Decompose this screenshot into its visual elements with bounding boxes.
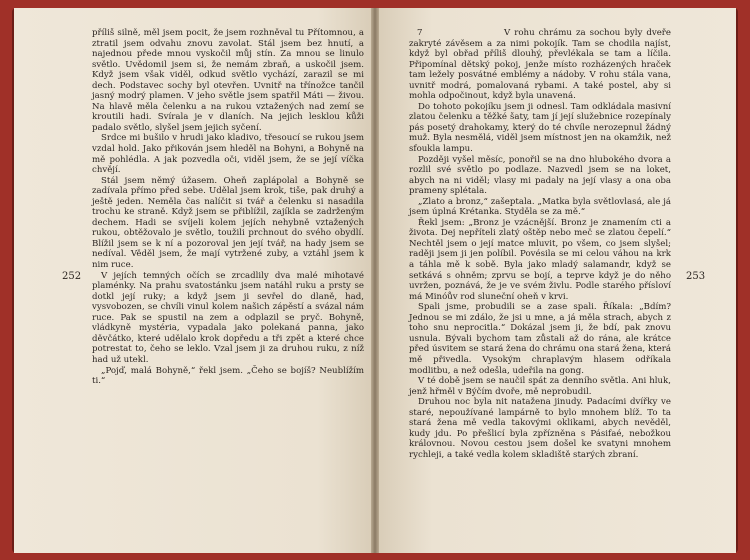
paragraph: Stál jsem němý úžasem. Oheň zaplápolal a Bohyně se zadívala přímo před sebe. Udělal jsem krok, tiše, pak druhý a ještě jeden. Neměla čas nalíčit si tvář a čelenku si nasadila trochu ke straně. Když jsem se přiblížil, zajíkla se zadrženým dechem. Hadi se svíjeli kolem jejích nehybně vztažených rukou, obtěžovalo je světlo, toužili prchnout do svého obydlí. Blížil jsem se k ní a pozoroval jen její tvář, na hady jsem se nedíval. Věděl jsem, že mají vytržené zuby, a vztáhl jsem k nim ruce. <box>92 175 364 271</box>
chapter-number: 7 <box>417 28 423 38</box>
page-number-right: 253 <box>686 271 706 282</box>
paragraph: Později vyšel měsíc, ponořil se na dno hlubokého dvora a rozlil své světlo po podlaze. Nazvedl jsem se na loket, abych na ni viděl; vlasy mi padaly na její vlasy a ona oba prameny splétala. <box>409 154 671 197</box>
paragraph: V rohu chrámu za sochou byly dveře zakryté závěsem a za nimi pokojík. Tam se chodila najíst, když byl obřad příliš dlouhý, převlékala se tam a líčila. Připomínal dětský pokoj, jenže místo rozházených hraček tam ležely posvátné emblémy a nádoby. V rohu stála vana, uvnitř modrá, pomalovaná rybami. A také postel, aby si mohla odpočinout, když byla unavená. <box>409 28 671 102</box>
left-page-text <box>92 28 364 387</box>
paragraph: Řekl jsem: „Bronz je vzácnější. Bronz je znamením cti a života. Dej nepříteli zlatý oštěp nebo meč se zlatou čepelí.“ Nechtěl jsem o její matce mluvit, po všem, co jsem slyšel; raději jsem ji jen políbil. Povésila se mi celou váhou na krk a táhla mě k sobě. Byla jako mladý salamandr, když se setkává s ohněm; zprvu se bojí, a teprve když je do něho uvržen, poznává, že je ve svém živlu. Podle starého přísloví má Minóův rod slunеční oheň v krvi. <box>409 217 671 302</box>
page-number-left: 252 <box>62 271 82 282</box>
paragraph: Spali jsme, probudili se a zase spali. Říkala: „Bdím? Jednou se mi zdálo, že jsi u mne, a já měla strach, abych z toho snu neprocitla.“ Dokázal jsem ji, že bdí, pak znovu usnula. Bývali bychom tam zůstali až do rána, ale krátce před úsvitem se stará žena do chrámu ona stará žena, která mě přivedla. Vysokým chraplavým hlasem odříkala modlitbu, a než odešla, udeřila na gong. <box>409 302 671 376</box>
open-book <box>12 8 738 553</box>
paragraph: V jejích temných očích se zrcadlily dva malé mihotavé plaménky. Na prahu svatostánku jsem natáhl ruku a prsty se dotkl její ruky; a když jsem ji sevřel do dlaně, had, vysvobozen, se chvíli vinul kolem našich zápěstí a svázal nám ruce. Pak se spustil na zem a odplazil se pryč. Bohyně, vládkyně mystéria, vypadala jako polekaná panna, jako děvčátko, které udělalo krok dopředu a tři zpět a které chce potrestat to, čeho se leklo. Vzal jsem ji za druhou ruku, z níž had už utekl. <box>92 270 364 365</box>
right-page <box>379 8 736 553</box>
paragraph: Druhou noc byla nit natažena jinudy. Padacími dvířky ve staré, nepoužívané lampárně to bylo mnohem blíž. To ta stará žena mě vedla takovými oklikami, abych nevěděl, kudy jdu. Po přešlicí byla zpřízněna s Pásifaé, nebožkou královnou. Novou cestou jsem došel ke svatyni mnohem rychleji, a také vedla kolem skladiště starých zbraní. <box>409 397 671 460</box>
paragraph: „Zlato a bronz,“ zašeptala. „Matka byla světlovlasá, ale já jsem úplná Krétanka. Styděla se za mě.“ <box>409 196 671 218</box>
right-page-text <box>409 28 671 460</box>
paragraph: Srdce mi bušilo v hrudi jako kladivo, třesoucí se rukou jsem vzdal hold. Jako přikován jsem hleděl na Bohyni, a Bohyně na mě pohlédla. A jak pozvedla oči, viděl jsem, že se její víčka chvějí. <box>92 133 364 176</box>
paragraph: „Pojď, malá Bohyně,“ řekl jsem. „Čeho se bojíš? Neublížím ti.“ <box>92 365 364 387</box>
paragraph: V té době jsem se naučil spát za denního světla. Ani hluk, jenž hřměl v Býčím dvoře, mě neprobudil. <box>409 376 671 397</box>
left-page <box>14 8 371 553</box>
book-gutter <box>371 8 379 553</box>
paragraph: Do tohoto pokojíku jsem ji odnesl. Tam odkládala masivní zlatou čelenku a těžké šaty, tam jí její služebnice rozepínaly pás posetý drahokamy, který do té chvíle nerozepnul žádný muž. Byla nesmělá, viděl jsem místnost jen na okamžik, než sfoukla lampu. <box>409 101 671 155</box>
paragraph: příliš silně, měl jsem pocit, že jsem rozhněval tu Přítomnou, a ztratil jsem odvahu znovu zavolat. Stál jsem bez hnutí, a najednou přede mnou vyskočil můj stín. Za mnou se linulo světlo. Uvědomil jsem si, že nemám zbraň, a uskočil jsem. Když jsem však viděl, odkud světlo vychází, zarazil se mi dech. Podstavec sochy byl otevřen. Uvnitř na třínožce tančil jasný modrý plamen. V jeho světle jsem spatřil Máti — živou. Na hlavě měla čelenku a na rukou vztažených nad zemí se kroutili hadi. Svírala je v dlaních. Na jejich lesklou kůži padalo světlo, slyšel jsem jejich syčení. <box>92 28 364 133</box>
